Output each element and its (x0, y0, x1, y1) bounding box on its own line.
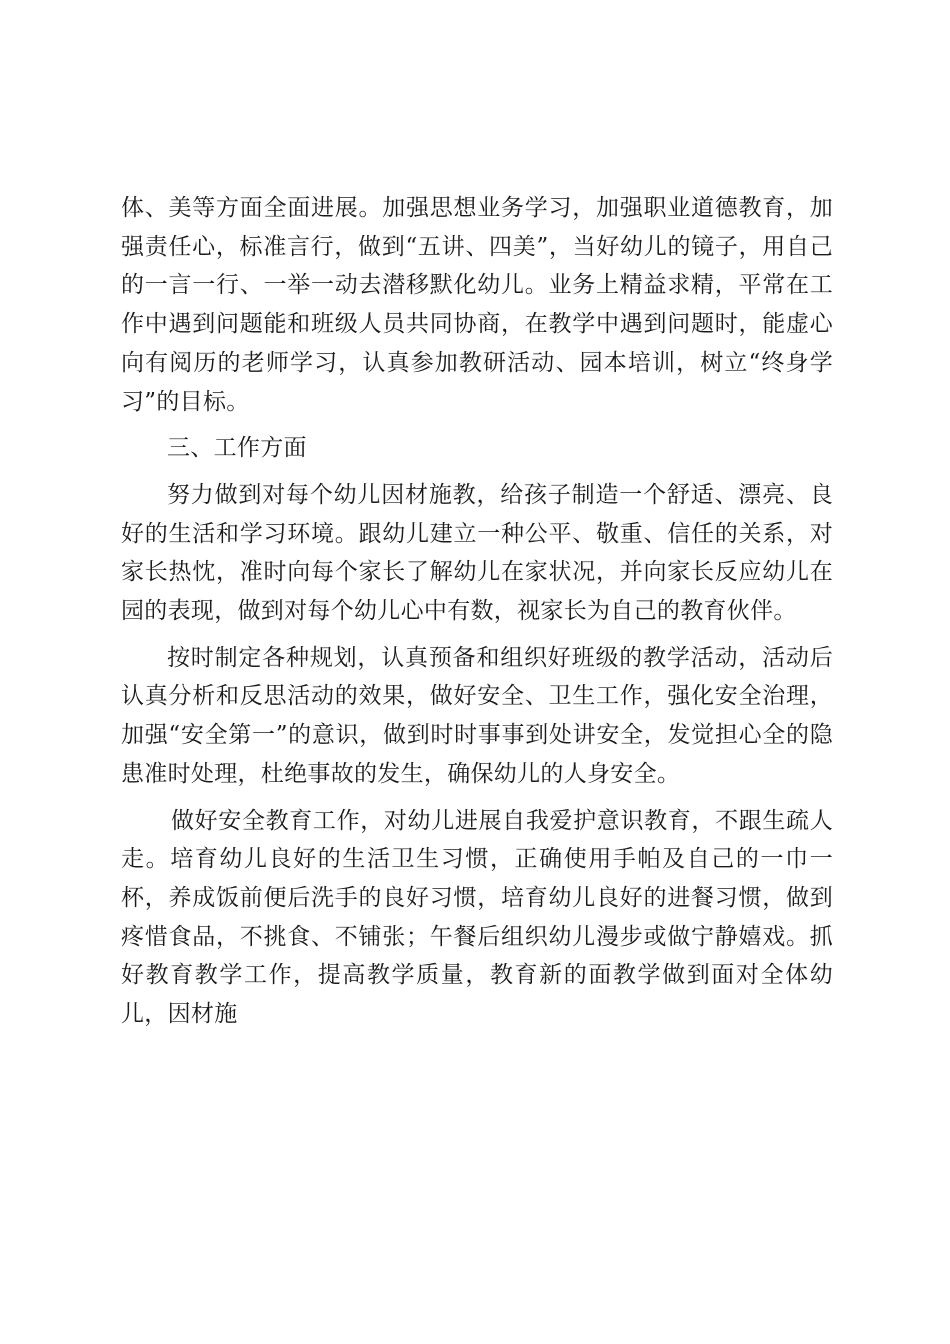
paragraph-work-3: 做好安全教育工作，对幼儿进展自我爱护意识教育，不跟生疏人走。培育幼儿良好的生活卫生习惯，正确使用手帕及自己的一巾一杯，养成饭前便后洗手的良好习惯，培育幼儿良好的进餐习惯，做到疼惜食品，不挑食、不铺张；午餐后组织幼儿漫步或做宁静嬉戏。抓好教育教学工作，提高教学质量，教育新的面教学做到面对全体幼儿，因材施 (121, 807, 833, 1028)
section-heading-work: 三、工作方面 (167, 435, 307, 462)
paragraph-work-2: 按时制定各种规划，认真预备和组织好班级的教学活动，活动后认真分析和反思活动的效果，做好安全、卫生工作，强化安全治理，加强“安全第一”的意识，做到时时事事到处讲安全，发觉担心全的隐患准时处理，杜绝事故的发生，确保幼儿的人身安全。 (121, 644, 833, 787)
document-body (121, 189, 833, 1034)
paragraph-work-1: 努力做到对每个幼儿因材施教，给孩子制造一个舒适、漂亮、良好的生活和学习环境。跟幼儿建立一种公平、敬重、信任的关系，对家长热忱，准时向每个家长了解幼儿在家状况，并向家长反应幼儿在园的表现，做到对每个幼儿心中有数，视家长为自己的教育伙伴。 (121, 481, 833, 625)
paragraph-continued: 体、美等方面全面进展。加强思想业务学习，加强职业道德教育，加强责任心，标准言行，做到“五讲、四美”，当好幼儿的镜子，用自己的一言一行、一举一动去潜移默化幼儿。业务上精益求精，平常在工作中遇到问题能和班级人员共同协商，在教学中遇到问题时，能虚心向有阅历的老师学习，认真参加教研活动、园本培训，树立“终身学习”的目标。 (121, 195, 833, 415)
